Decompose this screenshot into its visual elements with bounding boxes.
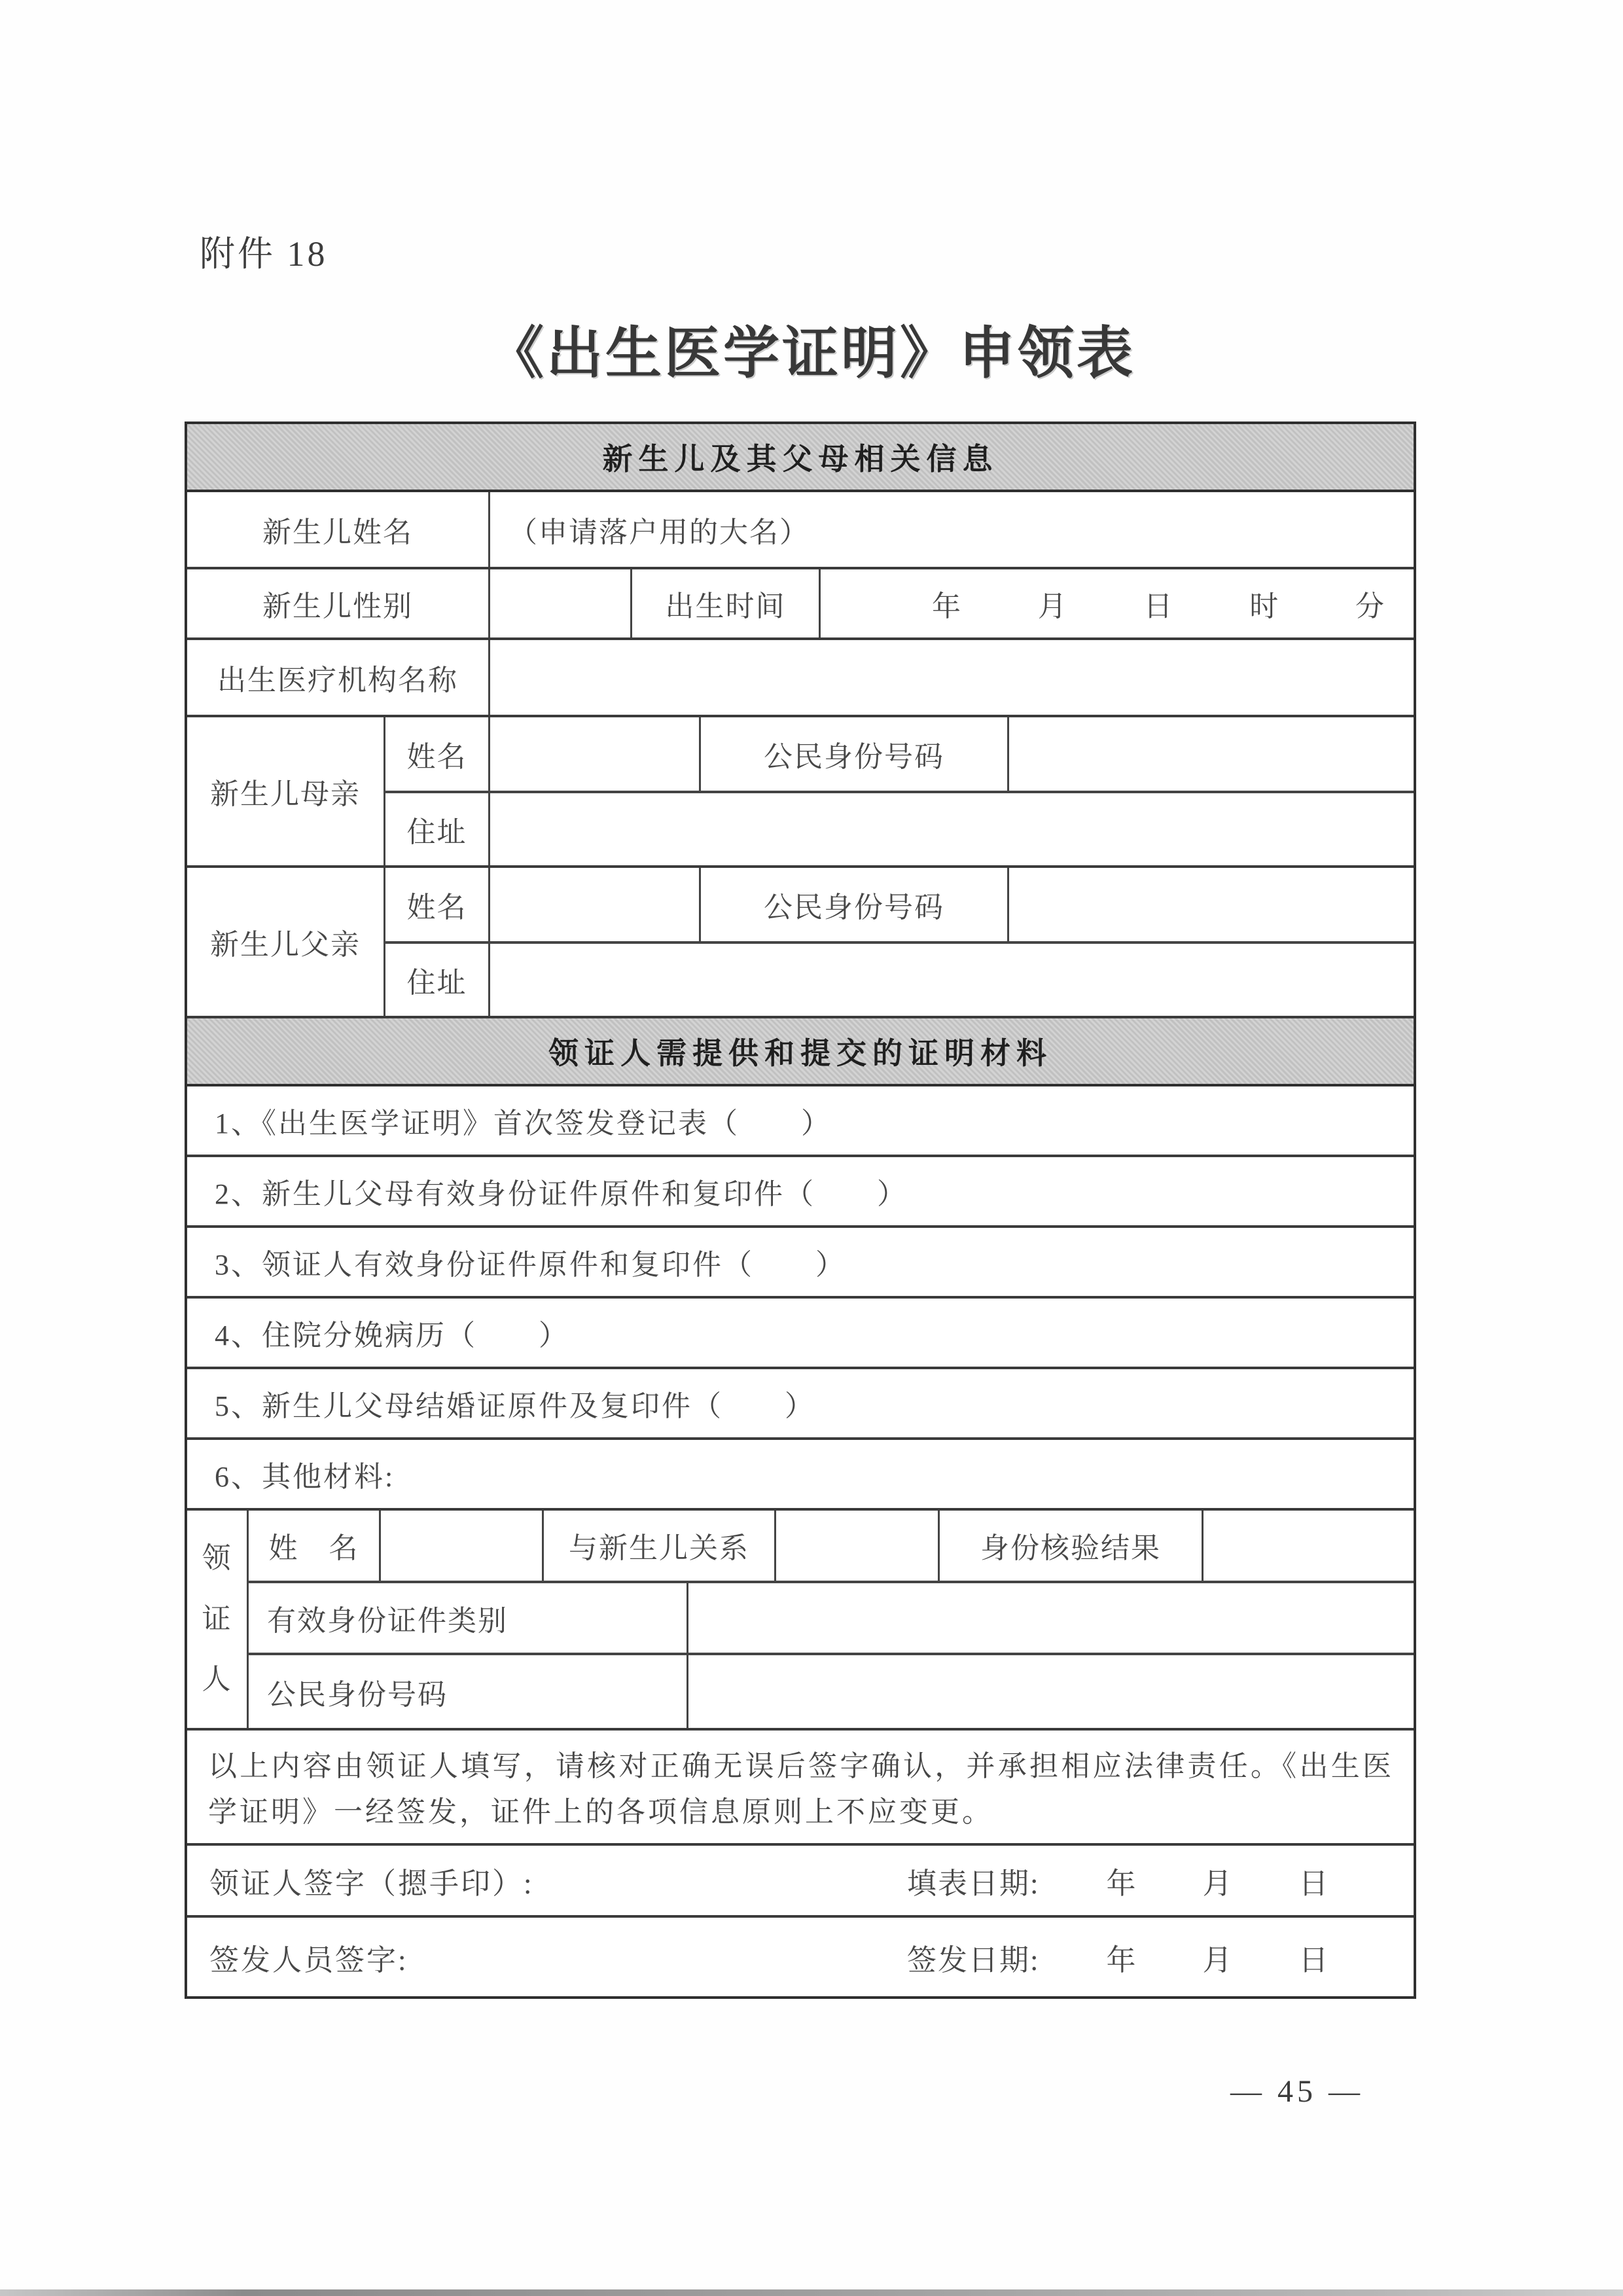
material-item-2: 2、新生儿父母有效身份证件原件和复印件（ ） [215,1178,908,1210]
recipient-name-row [249,1511,1414,1583]
page-title: 《出生医学证明》申领表 [488,321,1135,386]
mother-name-row [385,717,1414,793]
issue-date-year: 年 [1106,1943,1136,1977]
issue-date-month: 月 [1202,1943,1232,1977]
father-address-row [385,944,1414,1016]
father-name-value-cell [490,868,701,941]
material-item-1: 1、《出生医学证明》首次签发登记表（ ） [215,1107,832,1139]
birth-institution-row [187,640,1414,717]
birth-time-value-cell [821,569,1414,637]
recipient-verification-value-cell [1204,1511,1414,1581]
father-address-label: 住址 [385,944,490,1016]
recipient-vertical-label-cell [187,1511,249,1728]
recipient-signature-row [187,1846,1414,1918]
recipient-id-type-row [249,1583,1414,1656]
issue-date-day: 日 [1298,1943,1329,1977]
mother-label: 新生儿母亲 [187,717,385,865]
declaration-row [187,1731,1414,1846]
newborn-gender-label: 新生儿性别 [187,569,490,637]
recipient-sign-label: 领证人签字（摁手印）: [209,1867,534,1900]
recipient-id-type-value-cell [688,1583,1414,1653]
fill-date-group [907,1846,1394,1915]
father-label: 新生儿父亲 [187,868,385,1016]
issue-date-label: 签发日期: [907,1943,1040,1977]
unit-year: 年 [932,590,961,622]
material-item-row-2 [187,1157,1414,1228]
father-id-value-cell [1009,868,1414,941]
father-address-value-cell [490,944,1414,1016]
declaration-text: 以上内容由领证人填写，请核对正确无误后签字确认，并承担相应法律责任。《出生医学证明》一经签发，证件上的各项信息原则上不应变更。 [208,1750,1394,1828]
recipient-vertical-label: 领证人 [202,1542,232,1696]
father-block [187,868,1414,1018]
section-header-newborn-info: 新生儿及其父母相关信息 [187,424,1414,492]
recipient-verification-label: 身份核验结果 [940,1511,1204,1581]
father-name-label: 姓名 [385,868,490,941]
material-item-5: 5、新生儿父母结婚证原件及复印件（ ） [215,1390,815,1422]
father-id-label: 公民身份号码 [701,868,1009,941]
issuer-signature-row [187,1918,1414,1996]
page-number: — 45 — [1230,2074,1364,2109]
fill-date-month: 月 [1202,1867,1232,1900]
application-form-table [185,422,1416,1999]
recipient-id-number-row [249,1655,1414,1728]
mother-id-label: 公民身份号码 [701,717,1009,791]
unit-month: 月 [1037,590,1067,622]
recipient-name-value-cell [381,1511,544,1581]
fill-date-label: 填表日期: [907,1867,1040,1900]
newborn-name-row [187,492,1414,569]
newborn-gender-row [187,569,1414,640]
recipient-relation-label: 与新生儿关系 [544,1511,776,1581]
mother-name-label: 姓名 [385,717,490,791]
birth-institution-value-cell [490,640,1414,715]
material-item-3: 3、领证人有效身份证件原件和复印件（ ） [215,1249,846,1281]
material-item-row-4 [187,1299,1414,1369]
birth-time-label: 出生时间 [632,569,821,637]
mother-name-value-cell [490,717,701,791]
mother-address-row [385,793,1414,865]
material-item-4: 4、住院分娩病历（ ） [215,1319,569,1352]
recipient-id-number-label: 公民身份号码 [249,1655,688,1728]
father-name-row [385,868,1414,944]
fill-date-day: 日 [1298,1867,1329,1900]
newborn-name-value-cell: （申请落户用的大名） [508,516,810,548]
recipient-id-number-value-cell [688,1655,1414,1728]
mother-address-label: 住址 [385,793,490,865]
issuer-sign-label: 签发人员签字: [209,1943,408,1977]
mother-block [187,717,1414,868]
mother-address-value-cell [490,793,1414,865]
birth-institution-label: 出生医疗机构名称 [187,640,490,715]
newborn-name-label: 新生儿姓名 [187,492,490,567]
recipient-id-type-label: 有效身份证件类别 [249,1583,688,1653]
recipient-name-label: 姓 名 [249,1511,381,1581]
material-item-6: 6、其他材料: [215,1461,395,1493]
unit-hour: 时 [1249,590,1279,622]
mother-id-value-cell [1009,717,1414,791]
material-item-row-5 [187,1369,1414,1440]
newborn-gender-value-cell [490,569,632,637]
material-item-row-6 [187,1440,1414,1511]
material-item-row-1 [187,1086,1414,1157]
material-item-row-3 [187,1228,1414,1299]
unit-minute: 分 [1355,590,1384,622]
recipient-relation-value-cell [776,1511,940,1581]
section-header-materials: 领证人需提供和提交的证明材料 [187,1018,1414,1086]
fill-date-year: 年 [1106,1867,1136,1900]
issue-date-group [907,1918,1394,1996]
recipient-block [187,1511,1414,1731]
unit-day: 日 [1143,590,1173,622]
scan-edge-artifact [0,2289,1623,2296]
attachment-label: 附件 18 [200,234,328,274]
